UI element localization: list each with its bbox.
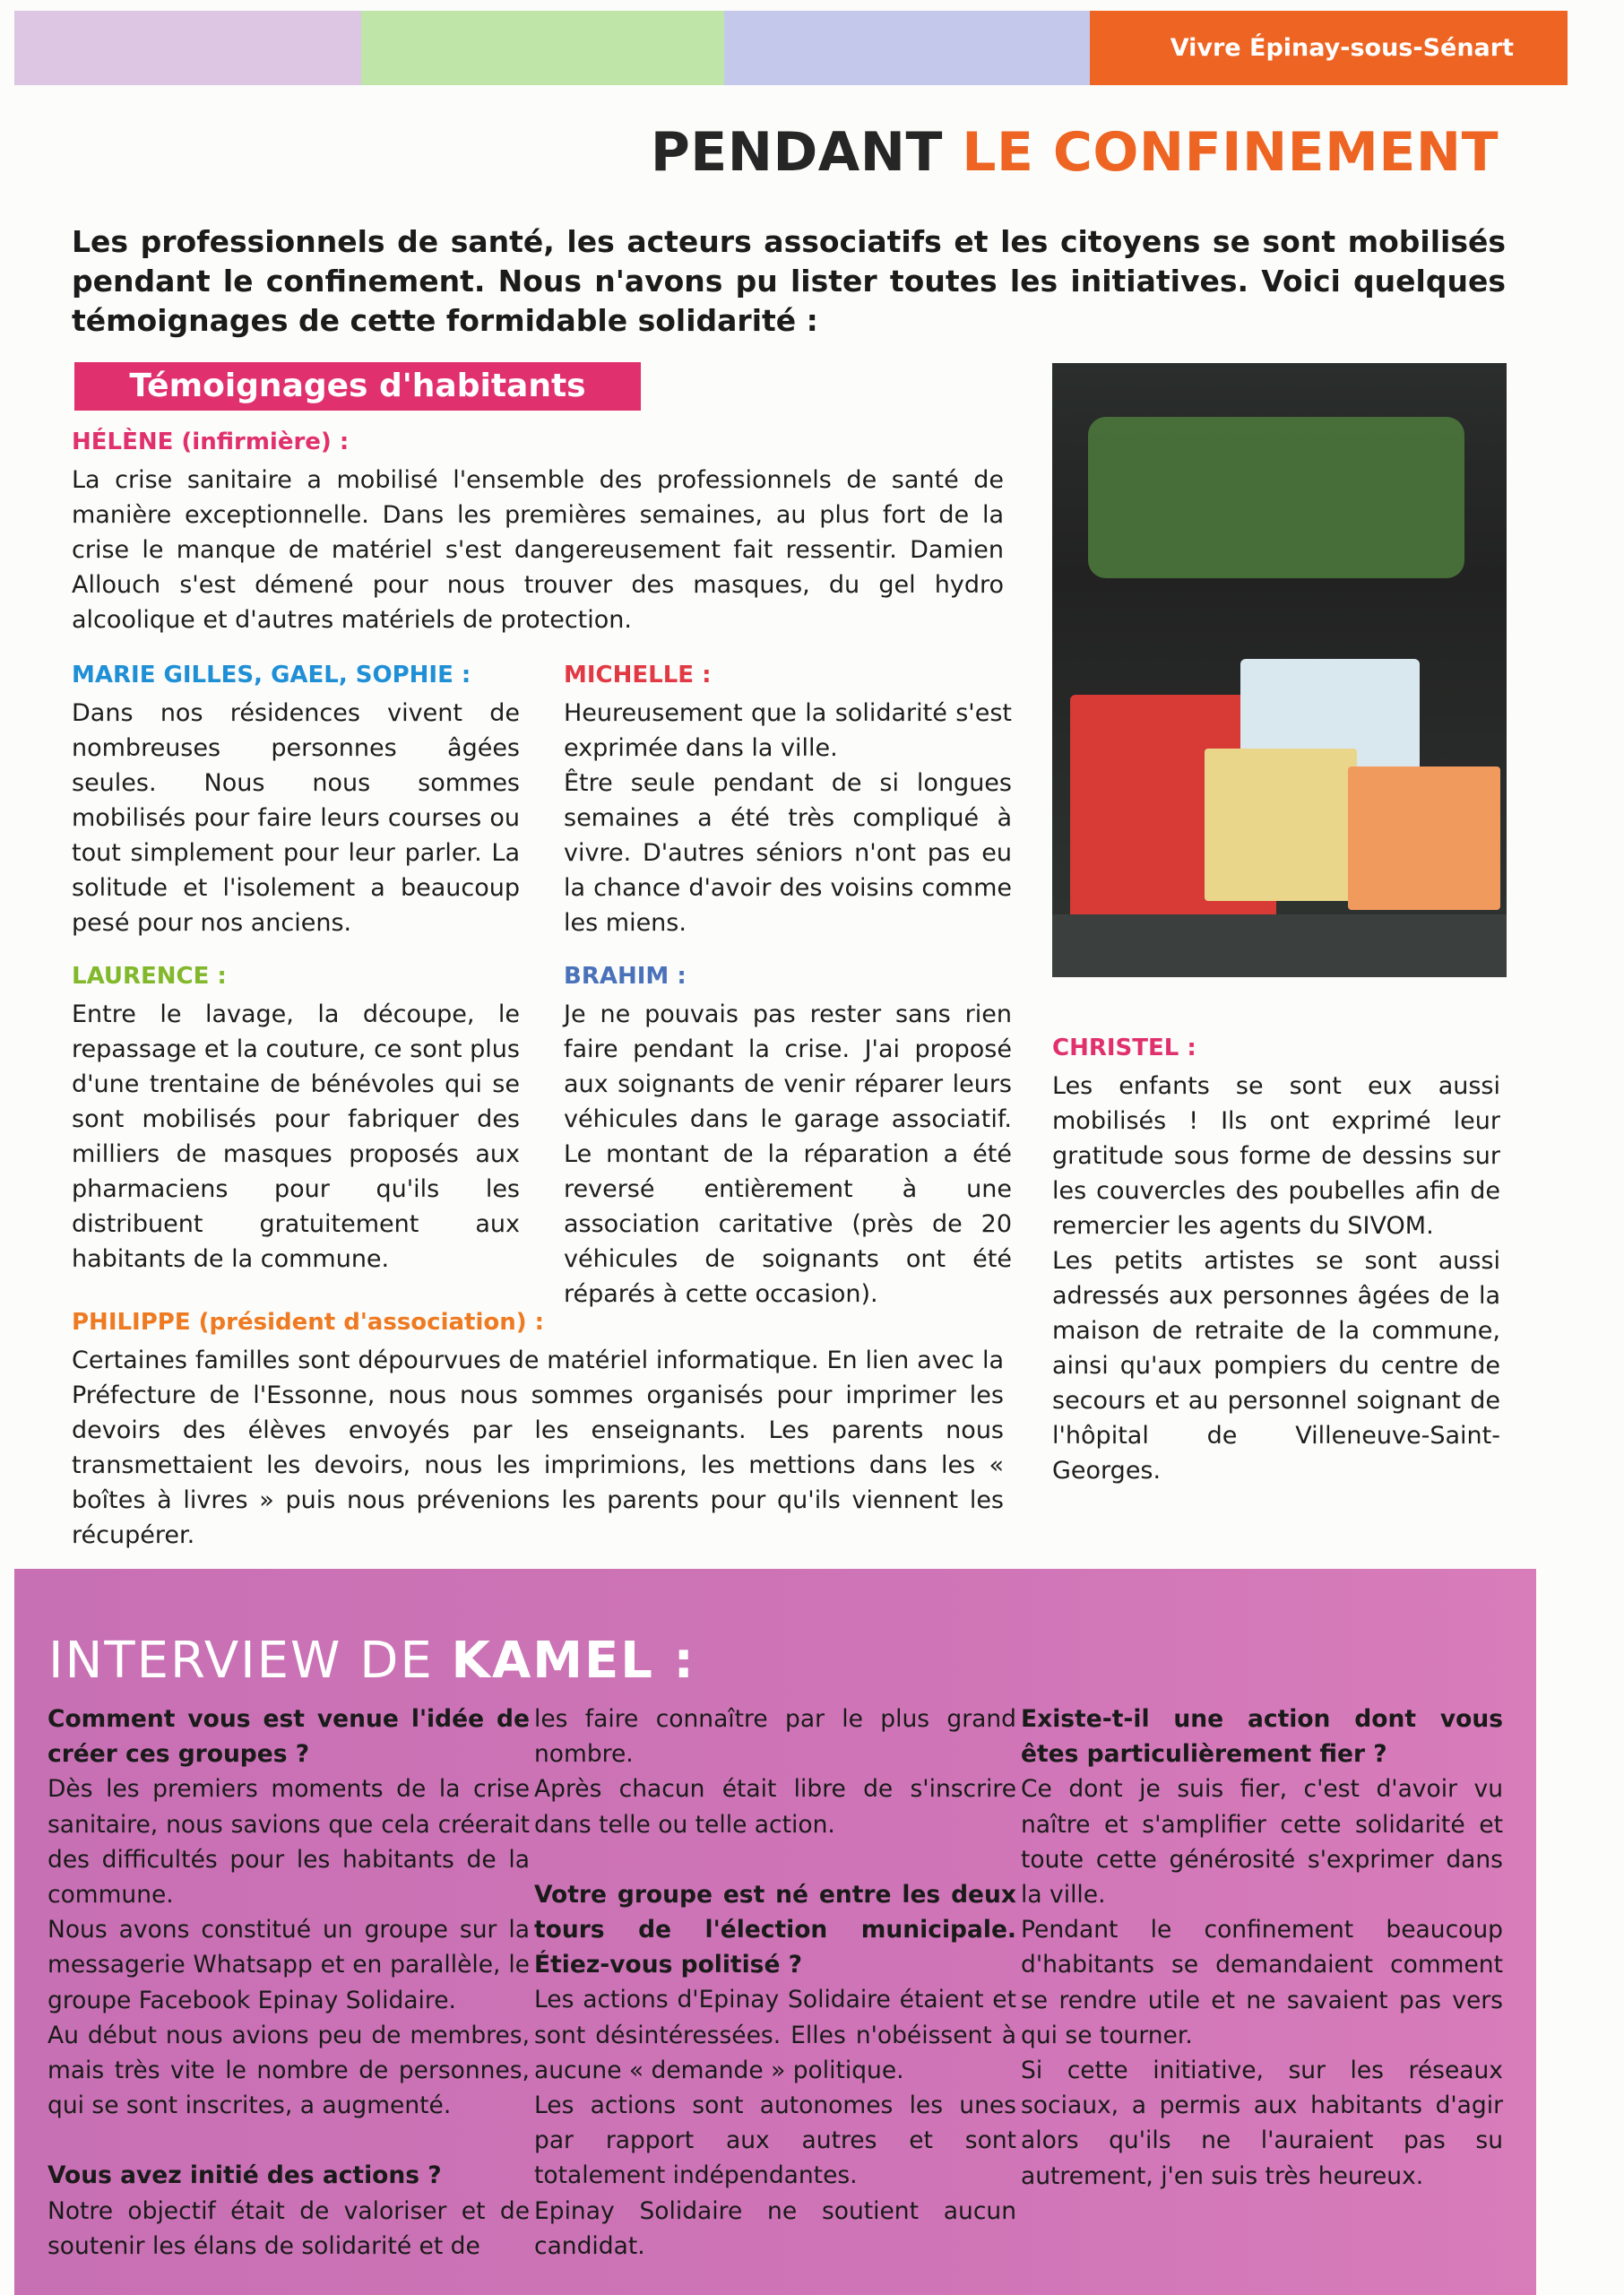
section-banner: Témoignages d'habitants — [74, 362, 641, 411]
interview-answer: Dès les premiers moments de la crise sanitaire, nous savions que cela créerait des difficultés pour les habitants de la commune. — [48, 1775, 530, 1910]
testimonial-christel — [1052, 1031, 1500, 1488]
title-part-dark: PENDANT — [650, 121, 943, 184]
testimonial-name: HÉLÈNE (infirmière) : — [72, 429, 350, 455]
testimonial-text: Certaines familles sont dépourvues de matériel informatique. En lien avec la Préfecture de l'Essonne, nous nous sommes organisés pour imprimer les devoirs des élèves envoyés par les enseignants. Les parents nous transmettaient les devoirs, nous les imprimions, les mettions dans les « boîtes à livres » puis nous prévenions les parents pour qu'ils viennent les récupérer. — [72, 1347, 1004, 1549]
testimonial-name: MICHELLE : — [564, 662, 712, 688]
photo-boxes — [1205, 749, 1357, 901]
testimonial-michelle — [564, 658, 1012, 940]
photo-trunk-sill — [1052, 914, 1507, 977]
testimonial-text: Heureusement que la solidarité s'est exprimée dans la ville. — [564, 699, 1012, 762]
interview-answer: Nous avons constitué un groupe sur la messagerie Whatsapp et en parallèle, le groupe Facebook Epinay Solidaire. — [48, 1916, 530, 2014]
testimonial-philippe — [72, 1305, 1004, 1553]
testimonial-name: CHRISTEL : — [1052, 1035, 1196, 1061]
interview-answer: Si cette initiative, sur les réseaux sociaux, a permis aux habitants d'agir alors qu'ils ne l'auraient pas su autrement, j'en suis très heureux. — [1021, 2057, 1503, 2190]
interview-column-1 — [48, 1702, 530, 2264]
page-title — [651, 121, 1499, 184]
interview-answer: Les actions sont autonomes les unes par rapport aux autres et sont totalement indépendantes. — [534, 2091, 1016, 2190]
interview-column-3 — [1021, 1702, 1503, 2194]
testimonial-name: BRAHIM : — [564, 963, 687, 990]
testimonial-helene — [72, 425, 1004, 637]
testimonial-laurence — [72, 959, 520, 1277]
photo-rear-window — [1088, 417, 1464, 578]
interview-column-2 — [534, 1702, 1016, 2264]
testimonial-text: Les enfants se sont eux aussi mobilisés ! Ils ont exprimé leur gratitude sous forme de dessins sur les couvercles des poubelles afin de remercier les agents du SIVOM. — [1052, 1072, 1500, 1240]
title-part-orange: LE CONFINEMENT — [962, 121, 1499, 184]
interview-section — [14, 1569, 1536, 2295]
header-strip-blue — [724, 11, 1090, 85]
testimonial-text: Je ne pouvais pas rester sans rien faire pendant la crise. J'ai proposé aux soignants de venir réparer leurs véhicules dans le garage associatif. Le montant de la réparation a été reversé entièrement à une association caritative (près de 20 véhicules de soignants ont été réparés à cette occasion). — [564, 1000, 1012, 1308]
interview-question: Votre groupe est né entre les deux tours de l'élection municipale. Étiez-vous politisé ? — [534, 1880, 1016, 1979]
interview-answer: Epinay Solidaire ne soutient aucun candidat. — [534, 2196, 1016, 2260]
testimonial-text: La crise sanitaire a mobilisé l'ensemble des professionnels de santé de manière exceptionnelle. Dans les premières semaines, au plus fort de la crise le manque de matériel s'est dangereusement fait ressentir. Damien Allouch s'est démené pour nous trouver des masques, du gel hydro alcoolique et d'autres matériels de protection. — [72, 466, 1004, 634]
interview-answer: Ce dont je suis fier, c'est d'avoir vu naître et s'amplifier cette solidarité et toute cette générosité s'exprimer dans la ville. — [1021, 1775, 1503, 1910]
testimonial-text: Entre le lavage, la découpe, le repassage et la couture, ce sont plus d'une trentaine de bénévoles qui se sont mobilisés pour fabriquer des milliers de masques proposés aux pharmaciens pour qu'ils les distribuent gratuitement aux habitants de la commune. — [72, 1000, 520, 1273]
interview-title-bold: KAMEL : — [451, 1632, 695, 1690]
interview-answer: Pendant le confinement beaucoup d'habitants se demandaient comment se rendre utile et ne savaient pas vers qui se tourner. — [1021, 1916, 1503, 2049]
testimonial-name: MARIE GILLES, GAEL, SOPHIE : — [72, 662, 471, 688]
testimonial-text: Être seule pendant de si longues semaines a été très compliqué à vivre. D'autres séniors n'ont pas eu la chance d'avoir des voisins comme les miens. — [564, 769, 1012, 937]
photo-cartons — [1348, 766, 1500, 910]
interview-answer: Après chacun était libre de s'inscrire dans telle ou telle action. — [534, 1775, 1016, 1839]
testimonial-name: LAURENCE : — [72, 963, 227, 990]
interview-answer: Notre objectif était de valoriser et de soutenir les élans de solidarité et de — [48, 2196, 530, 2260]
intro-paragraph: Les professionnels de santé, les acteurs associatifs et les citoyens se sont mobilisés pendant le confinement. Nous n'avons pu lister toutes les initiatives. Voici quelques témoignages de cette formidable solidarité : — [72, 224, 1506, 338]
interview-title — [48, 1632, 695, 1690]
testimonial-marie — [72, 658, 520, 940]
interview-question: Existe-t-il une action dont vous êtes particulièrement fier ? — [1021, 1705, 1503, 1769]
testimonial-name: PHILIPPE (président d'association) : — [72, 1309, 545, 1336]
interview-title-light: INTERVIEW DE — [48, 1632, 434, 1690]
testimonial-brahim — [564, 959, 1012, 1312]
header-color-bar — [14, 11, 1568, 85]
header-strip-orange — [1090, 11, 1568, 85]
interview-question: Vous avez initié des actions ? — [48, 2161, 442, 2190]
brand-name: Vivre Épinay-sous-Sénart — [1170, 34, 1514, 62]
interview-answer: Les actions d'Epinay Solidaire étaient et sont désintéressées. Elles n'obéissent à aucune « demande » politique. — [534, 1986, 1016, 2084]
photo-car-trunk-groceries — [1052, 363, 1507, 977]
header-strip-green — [361, 11, 724, 85]
testimonial-text: Dans nos résidences vivent de nombreuses personnes âgées seules. Nous nous sommes mobilisés pour faire leurs courses ou tout simplement pour leur parler. La solitude et l'isolement a beaucoup pesé pour nos anciens. — [72, 699, 520, 937]
header-strip-lilac — [14, 11, 361, 85]
interview-question: Comment vous est venue l'idée de créer ces groupes ? — [48, 1705, 530, 1769]
interview-answer: les faire connaître par le plus grand nombre. — [534, 1705, 1016, 1769]
interview-answer: Au début nous avions peu de membres, mais très vite le nombre de personnes, qui se sont inscrites, a augmenté. — [48, 2021, 530, 2120]
testimonial-text: Les petits artistes se sont aussi adressés aux personnes âgées de la maison de retraite de la commune, ainsi qu'aux pompiers du centre de secours et au personnel soignant de l'hôpital de Villeneuve-Saint-Georges. — [1052, 1247, 1500, 1485]
